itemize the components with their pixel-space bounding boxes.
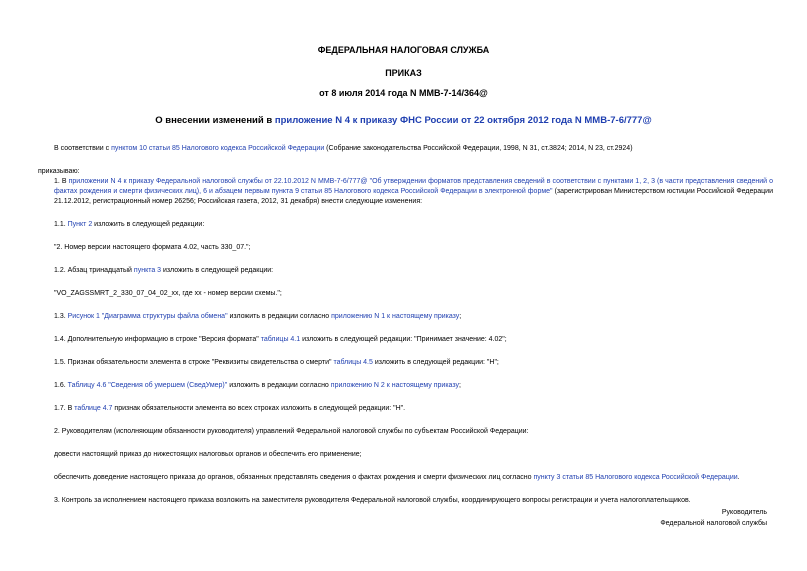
p1-4-text-2: изложить в следующей редакции: "Принимает значение: 4.02"; xyxy=(300,336,507,343)
p2-b-text: обеспечить доведение настоящего приказа до органов, обязанных представлять сведения о фактах рождения и смерти физических лиц согласно xyxy=(54,474,534,481)
paragraph-1-3 xyxy=(38,312,773,322)
p1-1-text-2: изложить в следующей редакции: xyxy=(92,221,205,228)
paragraph-1-7 xyxy=(38,404,773,414)
paragraph-1-2 xyxy=(38,266,773,276)
signature-title: Руководитель xyxy=(721,509,767,516)
p1-6-text: 1.6. xyxy=(54,382,68,389)
paragraph-1 xyxy=(38,177,773,207)
paragraph-2: 2. Руководителям (исполняющим обязанности руководителя) управлений Федеральной налоговой службы по субъектам Российской Федерации: xyxy=(54,428,529,435)
p1-6-link[interactable]: Таблицу 4.6 "Сведения об умершем (СведУмер)" xyxy=(67,382,228,389)
document-body xyxy=(38,144,773,506)
p1-3-text-3: ; xyxy=(459,313,462,320)
paragraph-2-a: довести настоящий приказ до нижестоящих налоговых органов и обеспечить его применение; xyxy=(54,451,362,458)
p1-5-text-2: изложить в следующей редакции: "Н"; xyxy=(372,359,499,366)
paragraph-1-4 xyxy=(38,335,773,345)
p1-text-2: (зарегистрирован Министерством юстиции Российской Федерации 21.12.2012, регистрационный номер 26256; Российская газета, 2012, 31 декабря) внести следующие изменения: xyxy=(54,188,774,205)
p1-link[interactable]: приложении N 4 к приказу Федеральной налоговой службы от 22.10.2012 N ММВ-7-6/777@ "Об утверждении форматов представления сведений в соответствии с пунктами 1, 2, 3 (в части представления сведений о фактах рождения и смерти физических лиц), 6 и абзацем первым пункта 9 статьи 85 Налогового кодекса Российской Федерации в электронной форме" xyxy=(54,178,773,195)
paragraph-1-6 xyxy=(38,381,773,391)
p1-1-text: 1.1. xyxy=(54,221,68,228)
p1-1-link[interactable]: Пункт 2 xyxy=(67,221,93,228)
p1-2-text-2: изложить в следующей редакции: xyxy=(161,267,274,274)
p1-5-text: 1.5. Признак обязательности элемента в строке "Реквизиты свидетельства о смерти" xyxy=(54,359,334,366)
paragraph-1-5 xyxy=(38,358,773,368)
p1-4-text: 1.4. Дополнительную информацию в строке "Версия формата" xyxy=(54,336,261,343)
p1-3-link-2[interactable]: приложению N 1 к настоящему приказу xyxy=(331,313,460,320)
document-date-number: от 8 июля 2014 года N ММВ-7-14/364@ xyxy=(319,88,488,98)
p1-7-text: 1.7. В xyxy=(54,405,75,412)
order-word: приказываю: xyxy=(38,168,80,175)
p1-2-link[interactable]: пункта 3 xyxy=(133,267,162,274)
p1-4-link[interactable]: таблицы 4.1 xyxy=(260,336,301,343)
intro-text: В соответствии с xyxy=(54,145,112,152)
p1-7-text-2: признак обязательности элемента во всех строках изложить в следующей редакции: "Н". xyxy=(112,405,406,412)
p1-3-text: 1.3. xyxy=(54,313,68,320)
title-link[interactable]: приложение N 4 к приказу ФНС России от 22 октября 2012 года N ММВ-7-6/777@ xyxy=(274,115,652,126)
p2-b-text-2: . xyxy=(737,474,740,481)
p1-6-text-2: изложить в редакции согласно xyxy=(227,382,331,389)
p1-3-link[interactable]: Рисунок 1 "Диаграмма структуры файла обмена" xyxy=(67,313,228,320)
paragraph-1-2-text: "VO_ZAGSSMRT_2_330_07_04_02_xx, где xx - номер версии схемы."; xyxy=(54,290,282,297)
p1-6-link-2[interactable]: приложению N 2 к настоящему приказу xyxy=(330,382,459,389)
p1-text: 1. В xyxy=(54,178,69,185)
intro-text-2: (Собрание законодательства Российской Федерации, 1998, N 31, ст.3824; 2014, N 23, ст.2924) xyxy=(324,145,633,152)
agency-name: ФЕДЕРАЛЬНАЯ НАЛОГОВАЯ СЛУЖБА xyxy=(317,45,490,55)
intro-link[interactable]: пунктом 10 статьи 85 Налогового кодекса Российской Федерации xyxy=(111,145,325,152)
paragraph-1-1 xyxy=(38,220,773,230)
paragraph-3: 3. Контроль за исполнением настоящего приказа возложить на заместителя руководителя Федеральной налоговой службы, координирующего вопросы регистрации и учета налогоплательщиков. xyxy=(54,497,691,504)
document-title xyxy=(0,115,807,127)
signature-organization: Федеральной налоговой службы xyxy=(660,520,767,527)
signature-block xyxy=(660,507,767,529)
p1-2-text: 1.2. Абзац тринадцатый xyxy=(54,267,134,274)
p1-6-text-3: ; xyxy=(458,382,461,389)
p2-b-link[interactable]: пункту 3 статьи 85 Налогового кодекса Российской Федерации xyxy=(533,474,738,481)
document-type: ПРИКАЗ xyxy=(385,68,422,78)
title-text: О внесении изменений в xyxy=(155,115,275,126)
paragraph-1-1-text: "2. Номер версии настоящего формата 4.02, часть 330_07."; xyxy=(54,244,251,251)
intro-paragraph xyxy=(38,144,773,154)
p1-5-link[interactable]: таблицы 4.5 xyxy=(333,359,373,366)
p1-7-link[interactable]: таблице 4.7 xyxy=(74,405,113,412)
paragraph-2-b xyxy=(38,473,773,483)
p1-3-text-2: изложить в редакции согласно xyxy=(227,313,332,320)
